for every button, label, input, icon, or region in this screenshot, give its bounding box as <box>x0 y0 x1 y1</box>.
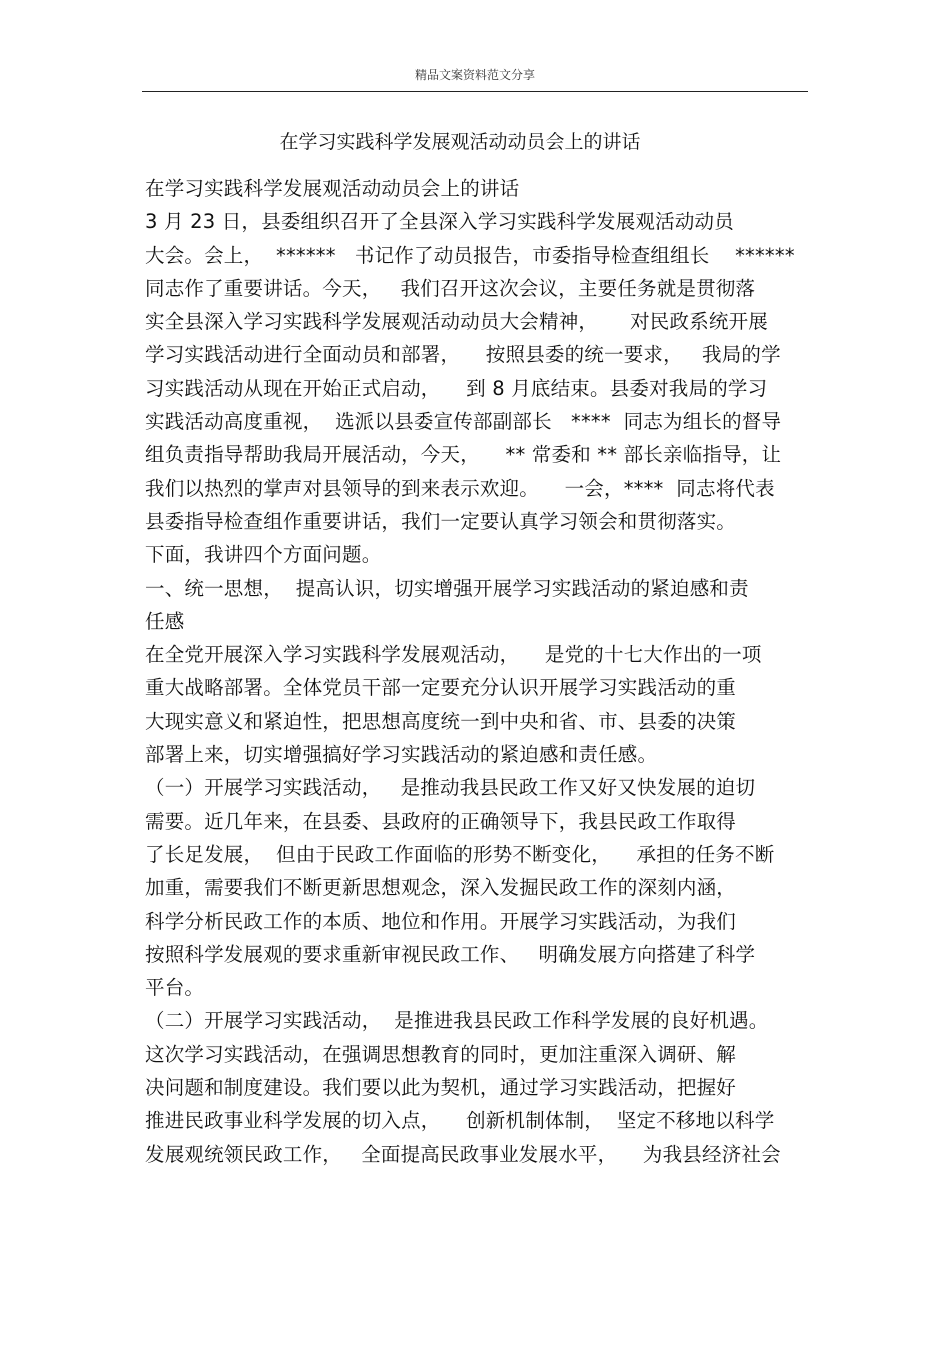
document-body <box>145 172 810 1171</box>
body-text-line: 习实践活动从现在开始正式启动， 到 8 月底结束。县委对我局的学习 <box>145 376 768 400</box>
body-text-line: 实践活动高度重视， 选派以县委宣传部副部长 **** 同志为组长的督导 <box>145 410 782 434</box>
body-text-line: 大现实意义和紧迫性，把思想高度统一到中央和省、市、县委的决策 <box>145 709 737 733</box>
body-text-line: 平台。 <box>145 976 205 1000</box>
body-text-line: 按照科学发展观的要求重新审视民政工作、 明确发展方向搭建了科学 <box>145 942 756 966</box>
body-text-line: 大会。会上， ****** 书记作了动员报告，市委指导检查组组长 ****** <box>145 243 795 267</box>
body-text-line: 同志作了重要讲话。今天， 我们召开这次会议，主要任务就是贯彻落 <box>145 276 756 300</box>
body-text-line: 在学习实践科学发展观活动动员会上的讲话 <box>145 177 520 200</box>
document-title: 在学习实践科学发展观活动动员会上的讲话 <box>279 131 641 153</box>
body-text-line: （二）开展学习实践活动， 是推进我县民政工作科学发展的良好机遇。 <box>145 1009 769 1033</box>
body-text-line: 部署上来，切实增强搞好学习实践活动的紧迫感和责任感。 <box>145 743 658 767</box>
body-text-line: 任感 <box>145 609 185 633</box>
body-text-line: 推进民政事业科学发展的切入点， 创新机制体制， 坚定不移地以科学 <box>145 1109 775 1133</box>
body-text-line: 我们以热烈的掌声对县领导的到来表示欢迎。 一会，**** 同志将代表 <box>145 476 775 500</box>
body-text-line: 在全党开展深入学习实践科学发展观活动， 是党的十七大作出的一项 <box>145 643 762 667</box>
body-text-line: 下面，我讲四个方面问题。 <box>145 543 382 567</box>
body-text-line: 一、统一思想， 提高认识，切实增强开展学习实践活动的紧迫感和责 <box>145 576 749 600</box>
body-text-line: （一）开展学习实践活动， 是推动我县民政工作又好又快发展的迫切 <box>145 776 756 800</box>
body-text-line: 这次学习实践活动，在强调思想教育的同时，更加注重深入调研、解 <box>145 1042 737 1066</box>
body-text-line: 需要。近几年来，在县委、县政府的正确领导下，我县民政工作取得 <box>145 809 737 833</box>
running-header: 精品文案资料范文分享 <box>414 68 535 82</box>
body-text-line: 决问题和制度建设。我们要以此为契机，通过学习实践活动，把握好 <box>145 1076 737 1100</box>
body-text-line: 加重，需要我们不断更新思想观念，深入发掘民政工作的深刻内涵， <box>145 876 737 900</box>
body-text-line: 发展观统领民政工作， 全面提高民政事业发展水平， 为我县经济社会 <box>145 1142 781 1166</box>
body-text-line: 组负责指导帮助我局开展活动，今天， ** 常委和 ** 部长亲临指导，让 <box>145 443 782 467</box>
body-text-line: 科学分析民政工作的本质、地位和作用。开展学习实践活动，为我们 <box>145 909 737 933</box>
body-text-line: 学习实践活动进行全面动员和部署， 按照县委的统一要求， 我局的学 <box>145 343 781 367</box>
header-divider <box>142 91 808 92</box>
body-text-line: 县委指导检查组作重要讲话，我们一定要认真学习领会和贯彻落实。 <box>145 509 737 533</box>
body-text-line: 3 月 23 日，县委组织召开了全县深入学习实践科学发展观活动动员 <box>145 210 734 234</box>
body-text-line: 实全县深入学习实践科学发展观活动动员大会精神， 对民政系统开展 <box>145 310 768 334</box>
body-text-line: 了长足发展， 但由于民政工作面临的形势不断变化， 承担的任务不断 <box>145 842 775 866</box>
body-text-line: 重大战略部署。全体党员干部一定要充分认识开展学习实践活动的重 <box>145 676 737 700</box>
